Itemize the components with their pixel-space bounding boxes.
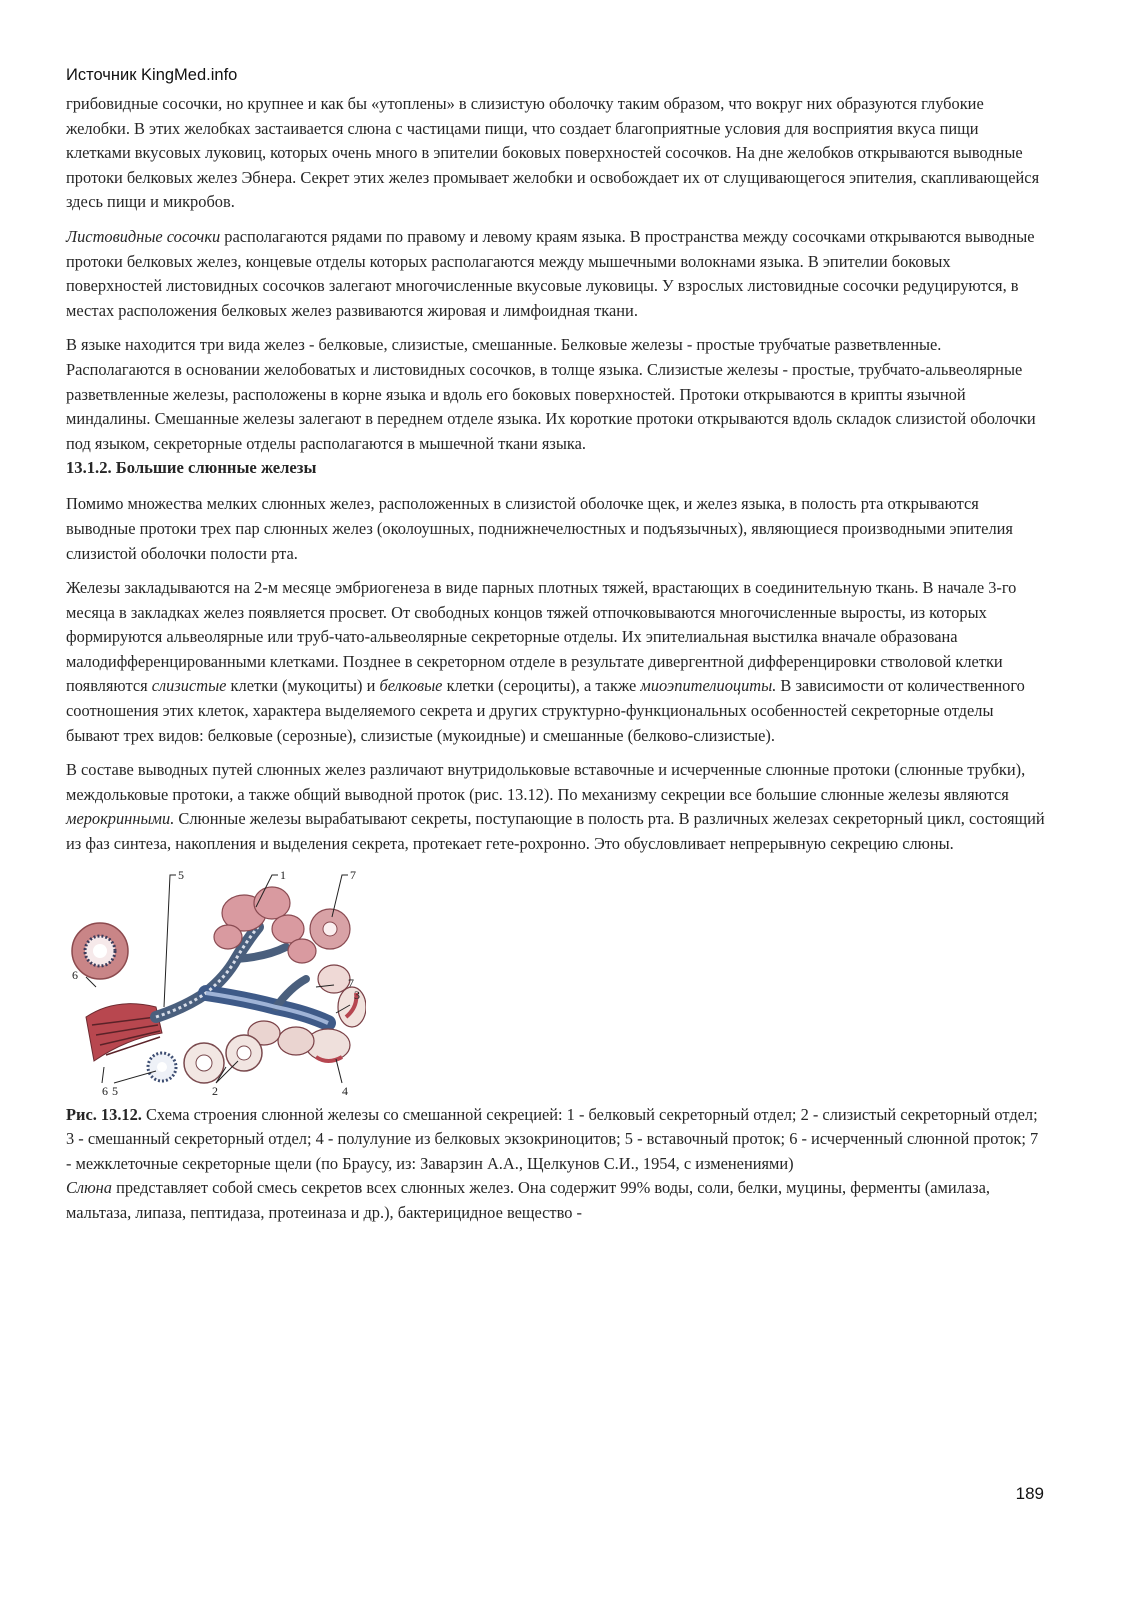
- figure-label-6-bottom: 6: [102, 1083, 108, 1098]
- p7-text: представляет собой смесь секретов всех слюнных желез. Она содержит 99% воды, соли, белки, муцины, ферменты (амилаза, мальтаза, липаза, пептидаза, протеиназа и др.), бактерицидное вещество -: [66, 1178, 990, 1222]
- gland-diagram-illustration: [66, 867, 366, 1099]
- p5-text-a: Железы закладываются на 2-м месяце эмбриогенеза в виде парных плотных тяжей, врастающих в соединительную ткань. В начале 3-го месяца в закладках желез появляется просвет. От свободных концов тяжей отпочковываются многочисленные выросты, из которых формируются альвеолярные или труб-чато-альвеолярные секреторные отделы. Их эпителиальная выстилка вначале образована малодифференцированными клетками. Позднее в секреторном отделе в результате дивергентной дифференцировки стволовой клетки появляются: [66, 578, 1017, 696]
- paragraph-5: [66, 576, 1046, 748]
- section-heading: 13.1.2. Большие слюнные железы: [66, 458, 317, 478]
- duct-cross-sections: [148, 1035, 262, 1083]
- excretory-duct: [86, 1003, 162, 1060]
- paragraph-7: [66, 1176, 1046, 1225]
- body-text: [66, 92, 1046, 1226]
- figure-label-4: 4: [342, 1083, 348, 1098]
- p5-term-serous: белковые: [379, 676, 443, 696]
- p6-term-merocrine: мерокринными.: [66, 809, 175, 829]
- p6-text-a: В составе выводных путей слюнных желез различают внутридольковые вставочные и исчерченные слюнные протоки (слюнные трубки), междольковые протоки, а также общий выводной проток (рис. 13.12). По механизму секреции все большие слюнные железы являются: [66, 760, 1026, 804]
- caption-label: Рис. 13.12.: [66, 1104, 142, 1124]
- source-header: Источник KingMed.info: [66, 66, 238, 84]
- caption-text: Схема строения слюнной железы со смешанной секрецией: 1 - белковый секреторный отдел; 2 - слизистый секреторный отдел; 3 - смешанный секреторный отдел; 4 - полулуние из белковых экзокриноцитов; 5 - вставочный проток; 6 - исчерченный слюнной проток; 7 - межклеточные секреторные щели (по Браусу, из: Заварзин А.А., Щелкунов С.И., 1954, с изменениями): [66, 1104, 1039, 1173]
- paragraph-4: Помимо множества мелких слюнных желез, расположенных в слизистой оболочке щек, и желез языка, в полость рта открываются выводные протоки трех пар слюнных желез (околоушных, поднижнечелюстных и подъязычных), являющиеся производными эпителия слизистой оболочки полости рта.: [66, 494, 1013, 563]
- figure-label-5-top: 5: [178, 867, 184, 882]
- paragraph-2-text: располагаются рядами по правому и левому краям языка. В пространства между сосочками открываются выводные протоки белковых желез, концевые отделы которых располагаются между мышечными волокнами языка. В эпителии боковых поверхностей листовидных сосочков залегают многочисленные вкусовые луковицы. У взрослых листовидные сосочки редуцируются, в местах расположения белковых желез развиваются жировая и лимфоидная ткани.: [66, 226, 1035, 320]
- paragraph-3: В языке находится три вида желез - белковые, слизистые, смешанные. Белковые железы - простые трубчатые разветвленные. Располагаются в основании желобоватых и листовидных сосочков, в толще языка. Слизистые железы - простые, трубчато-альвеолярные разветвленные железы, расположены в корне языка и вдоль его боковых поверхностей. Протоки открываются в крипты язычной миндалины. Смешанные железы залегают в переднем отделе языка. Их короткие протоки открываются вдоль складок слизистой оболочки под языком, секреторные отделы располагаются в мышечной ткани языка.: [66, 335, 1036, 453]
- paragraph-1: грибовидные сосочки, но крупнее и как бы «утоплены» в слизистую оболочку таким образом, что вокруг них образуются глубокие желобки. В этих желобках застаивается слюна с частицами пищи, что создает благоприятные условия для восприятия вкуса пищи клетками вкусовых луковиц, которых очень много в эпителии боковых поверхностей сосочков. На дне желобков открываются выводные протоки белковых желез Эбнера. Секрет этих желез промывает желобки и освобождает их от слущивающегося эпителия, скапливающейся здесь пищи и микробов.: [66, 94, 1040, 212]
- figure-label-6-left: 6: [72, 967, 78, 982]
- figure-label-3: 3: [354, 987, 360, 1002]
- figure-label-5-bottom: 5: [112, 1083, 118, 1098]
- figure-caption: [66, 1103, 1046, 1177]
- paragraph-2: [66, 225, 1046, 323]
- p5-text-b: клетки (мукоциты) и: [226, 676, 380, 696]
- acinus-with-canaliculi: [310, 909, 350, 949]
- p5-text-c: клетки (сероциты), а также: [442, 676, 641, 696]
- figure-label-7-top: 7: [350, 867, 356, 882]
- p5-term-mucous: слизистые: [151, 676, 227, 696]
- striated-duct-section: [72, 923, 128, 979]
- paragraph-6: [66, 758, 1046, 856]
- term-leaf-papillae: Листовидные сосочки: [66, 226, 221, 246]
- figure-label-1: 1: [280, 867, 286, 882]
- p5-term-myoepithelial: миоэпителиоциты.: [640, 676, 777, 696]
- figure-label-7-right: 7: [348, 975, 354, 990]
- p7-term-saliva: Слюна: [66, 1178, 112, 1198]
- figure-label-2: 2: [212, 1083, 218, 1098]
- figure-salivary-gland: [66, 867, 366, 1099]
- page-number: 189: [1015, 1484, 1044, 1503]
- p6-text-b: Слюнные железы вырабатывают секреты, поступающие в полость рта. В различных железах секреторный цикл, состоящий из фаз синтеза, накопления и выделения секрета, протекает гете-рохронно. Это обусловливает непрерывную секрецию слюны.: [66, 809, 1045, 854]
- p5-text-d: В зависимости от количественного соотношения этих клеток, характера выделяемого секрета и других структурно-функциональных особенностей секреторные отделы бывают трех видов: белковые (серозные), слизистые (мукоидные) и смешанные (белково-слизистые).: [66, 676, 1025, 745]
